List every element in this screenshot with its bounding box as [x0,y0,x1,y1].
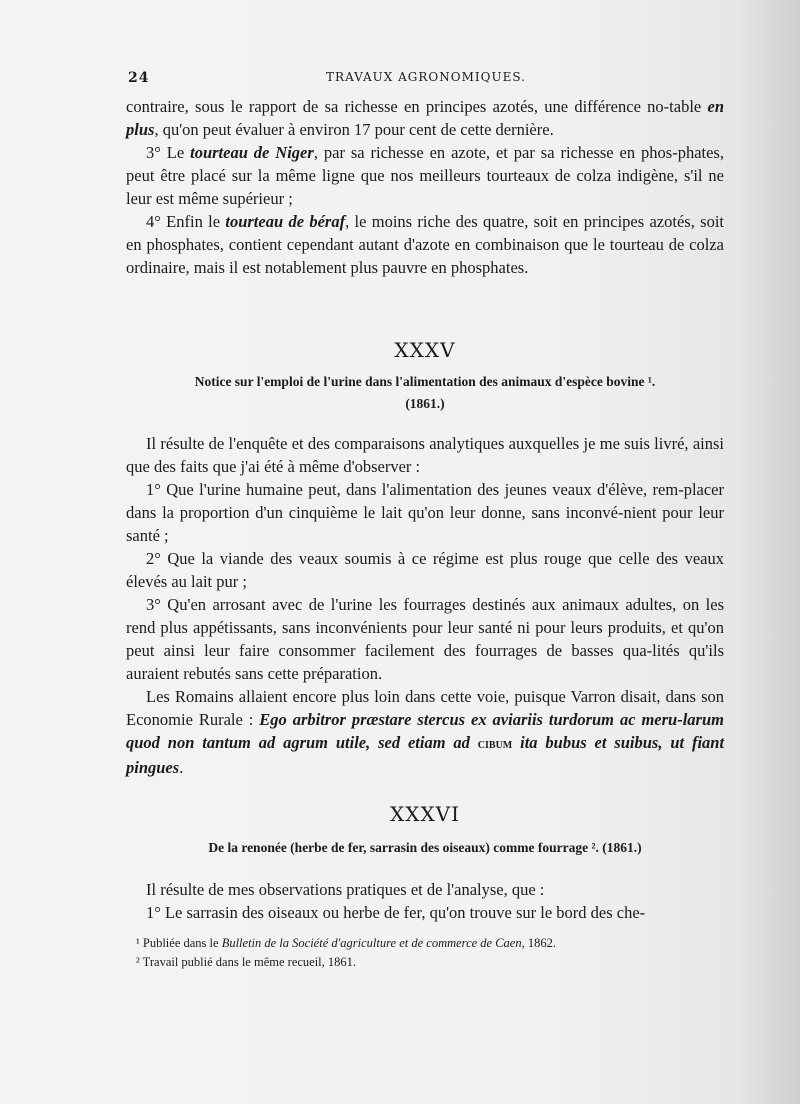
text-block-2 [126,432,724,779]
footnote: ² Travail publié dans le même recueil, 1861. [136,955,357,969]
section-title: Notice sur l'emploi de l'urine dans l'alimentation des animaux d'espèce bovine ¹. [194,374,656,389]
paragraph: Les Romains allaient encore plus loin dans cette voie, puisque Varron disait, dans son Economie Rurale : Ego arbitror præstare stercus ex aviariis turdorum ac meru-larum quod non tantum ad agrum utile, sed etiam ad cibum ita bubus et suibus, ut fiant pingues. [126,687,725,777]
page-header [128,68,724,88]
section-numeral: XXXV [394,338,456,362]
footnotes [136,934,724,972]
paragraph: 2° Que la viande des veaux soumis à ce régime est plus rouge que celle des veaux élevés au lait pur ; [126,549,724,591]
paragraph: contraire, sous le rapport de sa richesse en principes azotés, une différence no-table en plus, qu'on peut évaluer à environ 17 pour cent de cette dernière. [126,97,724,139]
section-title: De la renonée (herbe de fer, sarrasin des oiseaux) comme fourrage ². (1861.) [208,840,642,855]
paragraph: 3° Qu'en arrosant avec de l'urine les fourrages destinés aux animaux adultes, on les rend plus appétissants, sans inconvénients pour leur santé ni pour leurs produits, et qu'on peut ainsi leur faire consommer facilement des fourrages de basses qua-lités qu'ils auraient rebutés sans cette préparation. [126,595,724,683]
section-year: (1861.) [405,396,445,411]
paragraph: Il résulte de mes observations pratiques et de l'analyse, que : [146,880,545,899]
footnote: ¹ Publiée dans le Bulletin de la Société d'agriculture et de commerce de Caen, 1862. [136,936,556,950]
section-numeral: XXXVI [389,802,461,826]
text-block-1 [126,95,724,279]
paragraph: 1° Que l'urine humaine peut, dans l'alimentation des jeunes veaux d'élève, rem-placer dans la proportion d'un cinquième le lait qu'on leur donne, sans inconvé-nient pour leur santé ; [126,480,724,545]
paragraph: 3° Le tourteau de Niger, par sa richesse en azote, et par sa richesse en phos-phates, peut être placé sur la même ligne que nos meilleurs tourteaux de colza indigène, s'il ne leur est même supérieur ; [126,143,724,208]
paragraph: Il résulte de l'enquête et des comparaisons analytiques auxquelles je me suis livré, ainsi que des faits que j'ai été à même d'observer : [126,434,724,476]
paragraph: 1° Le sarrasin des oiseaux ou herbe de fer, qu'on trouve sur le bord des che- [146,903,646,922]
paragraph: 4° Enfin le tourteau de béraf, le moins riche des quatre, soit en principes azotés, soit en phosphates, contient cependant autant d'azote en combinaison que le tourteau de colza ordinaire, mais il est notablement plus pauvre en phosphates. [126,212,724,277]
running-title: TRAVAUX AGRONOMIQUES. [326,70,526,84]
text-block-3 [126,878,724,924]
page-number: 24 [128,70,150,86]
